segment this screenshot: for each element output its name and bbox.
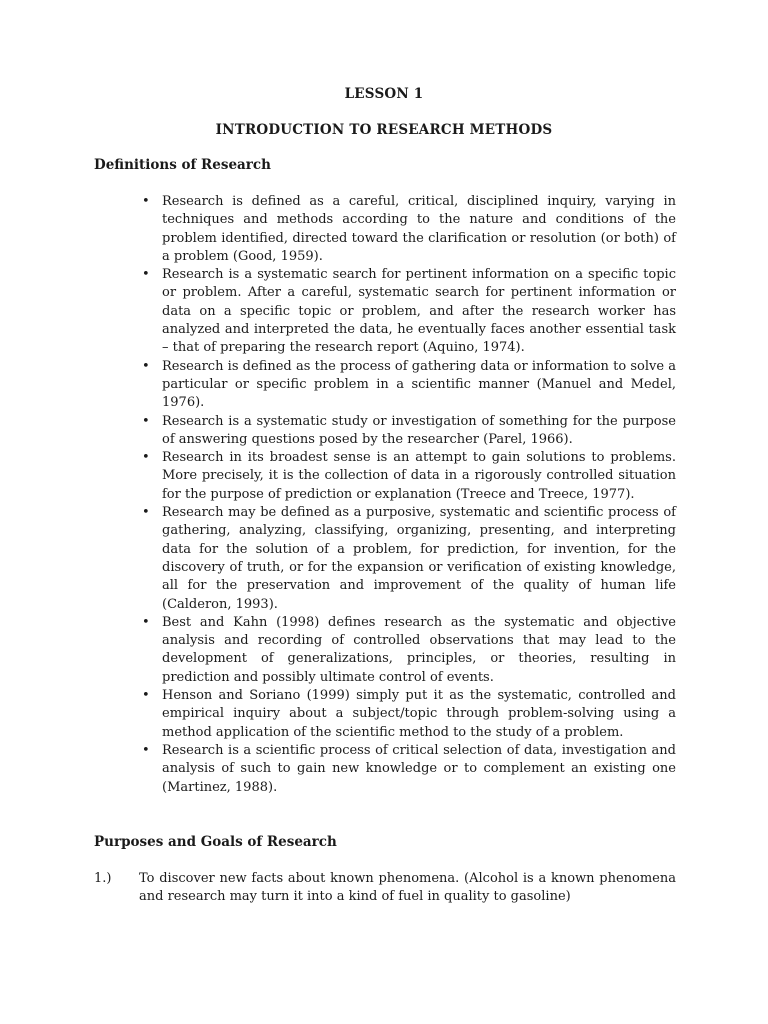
purpose-item [94,870,676,907]
bullet-icon: • [142,505,150,521]
lesson-title: LESSON 1 [344,86,424,102]
bullet-icon: • [142,358,150,374]
bullet-icon: • [142,267,150,283]
definitions-list [140,193,676,797]
page-title: INTRODUCTION TO RESEARCH METHODS [215,122,553,138]
definition-text: Research is defined as a careful, critical, disciplined inquiry, varying in techniques and methods according to the nature and conditions of the problem identified, directed toward the clarification or resolution (or both) of a problem (Good, 1959). [162,194,676,264]
bullet-icon: • [142,194,150,209]
bullet-icon: • [142,688,150,704]
definition-text: Research in its broadest sense is an attempt to gain solutions to problems. More precisely, it is the collection of data in a rigorously controlled situation for the purpose of prediction or explanation (Treece and Treece, 1977). [162,450,676,502]
definition-item [140,687,676,742]
purpose-text: To discover new facts about known phenomena. (Alcohol is a known phenomena and research may turn it into a kind of fuel in quality to gasoline) [139,871,676,905]
definition-item [140,449,676,504]
purposes-heading: Purposes and Goals of Research [94,834,337,850]
bullet-icon: • [142,413,150,429]
definition-item [140,742,676,797]
definition-text: Research is a systematic search for pertinent information on a specific topic or problem. After a careful, systematic search for pertinent information or data on a specific topic or problem, and after the research worker has analyzed and interpreted the data, he eventually faces another essential task – that of preparing the research report (Aquino, 1974). [162,267,676,356]
definition-text: Research is a systematic study or investigation of something for the purpose of answering questions posed by the researcher (Parel, 1966). [162,413,676,447]
bullet-icon: • [142,450,150,466]
definitions-heading: Definitions of Research [94,157,271,173]
definition-text: Research may be defined as a purposive, systematic and scientific process of gathering, analyzing, classifying, organizing, presenting, and interpreting data for the solution of a problem, for prediction, for invention, for the discovery of truth, or for the expansion or verification of existing knowledge, all for the preservation and improvement of the quality of human life (Calderon, 1993). [162,505,676,612]
definition-text: Best and Kahn (1998) defines research as the systematic and objective analysis and recording of controlled observations that may lead to the development of generalizations, principles, or theories, resulting in prediction and possibly ultimate control of events. [162,614,676,685]
definition-text: Research is defined as the process of gathering data or information to solve a particular or specific problem in a scientific manner (Manuel and Medel, 1976). [162,358,676,411]
bullet-icon: • [142,742,150,758]
definition-item [140,358,676,413]
definition-item [140,413,676,450]
definition-text: Research is a scientific process of critical selection of data, investigation and analysis of such to gain new knowledge or to complement an existing one (Martinez, 1988). [162,742,676,795]
bullet-icon: • [142,614,150,630]
definition-item [140,504,676,614]
purpose-number: 1.) [94,871,112,886]
purposes-list [94,870,676,907]
definition-item [140,193,676,266]
definition-item [140,266,676,357]
definition-text: Henson and Soriano (1999) simply put it as the systematic, controlled and empirical inquiry about a subject/topic through problem-solving using a method application of the scientific method to the study of a problem. [162,688,676,740]
definition-item [140,614,676,687]
